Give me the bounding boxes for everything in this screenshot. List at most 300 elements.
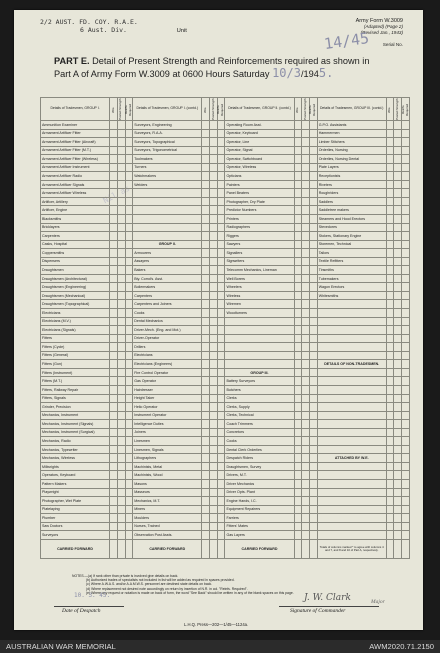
count-cell — [210, 138, 218, 147]
count-cell — [394, 163, 402, 172]
count-cell — [202, 334, 210, 343]
count-cell — [294, 197, 302, 206]
count-cell — [125, 411, 133, 420]
table-row — [41, 488, 410, 497]
trade-cell: Radiographers — [225, 223, 294, 232]
count-cell — [217, 138, 225, 147]
trade-cell: Mechanics, Wireless — [41, 454, 110, 463]
count-cell — [210, 505, 218, 514]
count-cell — [394, 223, 402, 232]
trade-cell: Butchers — [225, 385, 294, 394]
col-group1-contd: Details of Tradesmen, GROUP I. (contd.) — [133, 98, 202, 121]
count-cell — [394, 488, 402, 497]
count-cell — [309, 163, 317, 172]
trade-cell: Wiremen — [225, 300, 294, 309]
count-cell — [309, 197, 317, 206]
trade-cell: Textile Refitters — [317, 257, 386, 266]
count-cell — [125, 351, 133, 360]
trade-cell: Fitters' Mates — [225, 522, 294, 531]
count-cell — [110, 462, 118, 471]
count-cell — [294, 471, 302, 480]
count-cell — [110, 522, 118, 531]
count-cell — [117, 163, 125, 172]
count-cell — [402, 385, 410, 394]
count-cell — [125, 445, 133, 454]
count-cell — [110, 197, 118, 206]
trade-cell: Moulders — [133, 514, 202, 523]
count-cell — [217, 428, 225, 437]
count-cell — [402, 351, 410, 360]
count-cell — [309, 232, 317, 241]
trade-cell: Armament Artificer Fitter — [41, 129, 110, 138]
table-row — [41, 411, 410, 420]
count-cell — [302, 138, 310, 147]
count-cell — [125, 462, 133, 471]
count-cell — [217, 232, 225, 241]
count-cell — [117, 351, 125, 360]
count-cell — [110, 377, 118, 386]
table-row — [41, 377, 410, 386]
count-cell — [294, 514, 302, 523]
count-cell — [125, 257, 133, 266]
count-cell — [294, 394, 302, 403]
count-cell — [402, 326, 410, 335]
table-row — [41, 146, 410, 155]
count-cell — [302, 274, 310, 283]
trade-cell: Receptionists — [317, 172, 386, 181]
count-cell — [294, 360, 302, 369]
count-cell — [402, 155, 410, 164]
count-cell — [302, 291, 310, 300]
count-cell — [125, 403, 133, 412]
count-cell — [309, 283, 317, 292]
table-row — [41, 368, 410, 377]
count-cell — [202, 309, 210, 318]
count-cell — [386, 522, 394, 531]
count-cell — [394, 283, 402, 292]
table-row — [41, 163, 410, 172]
count-cell — [210, 223, 218, 232]
count-cell — [217, 155, 225, 164]
trade-cell — [317, 497, 386, 506]
table-row — [41, 428, 410, 437]
count-cell — [117, 488, 125, 497]
count-cell — [386, 155, 394, 164]
trade-cell: Operators, Keyboard — [41, 471, 110, 480]
count-cell — [294, 180, 302, 189]
count-cell — [386, 334, 394, 343]
table-row — [41, 437, 410, 446]
trade-cell: Operator, Wireless — [225, 163, 294, 172]
trade-cell: Millwrights — [41, 462, 110, 471]
trade-cell: Operating Room Asst. — [225, 121, 294, 130]
count-cell — [302, 343, 310, 352]
count-cell — [210, 479, 218, 488]
trade-cell: Cooks — [133, 309, 202, 318]
count-cell — [110, 531, 118, 540]
trade-cell — [317, 411, 386, 420]
count-cell — [202, 403, 210, 412]
count-cell — [386, 385, 394, 394]
count-cell — [110, 411, 118, 420]
trade-cell: Assayers — [133, 257, 202, 266]
trade-cell — [133, 206, 202, 215]
table-row — [41, 445, 410, 454]
trade-cell: Clerks, Technical — [225, 411, 294, 420]
count-cell — [117, 240, 125, 249]
trade-cell — [133, 232, 202, 241]
count-cell — [202, 385, 210, 394]
trade-cell — [317, 385, 386, 394]
count-cell — [117, 326, 125, 335]
col-group2-contd: Details of Tradesmen, GROUP II. (contd.) — [225, 98, 294, 121]
count-cell — [309, 343, 317, 352]
table-row — [41, 291, 410, 300]
count-cell — [309, 360, 317, 369]
count-cell — [210, 189, 218, 198]
table-row — [41, 223, 410, 232]
count-cell — [309, 368, 317, 377]
count-cell — [402, 445, 410, 454]
trade-cell: Driver Opts. Plant — [225, 488, 294, 497]
count-cell — [309, 394, 317, 403]
trade-cell: Surveyors, R.A.A. — [133, 129, 202, 138]
count-cell — [386, 531, 394, 540]
count-cell — [202, 121, 210, 130]
count-cell — [394, 377, 402, 386]
trade-cell: Artificer, Artillery — [41, 197, 110, 206]
trade-cell: Machinists, Wood — [133, 471, 202, 480]
count-cell — [394, 172, 402, 181]
trade-cell — [317, 514, 386, 523]
count-cell — [294, 420, 302, 429]
trade-cell: Driver Mechanics — [225, 479, 294, 488]
table-row — [41, 215, 410, 224]
trade-cell: Fitters — [41, 334, 110, 343]
trade-cell: Farriers — [225, 514, 294, 523]
trade-cell: Driver-Mech. (Eng. and Mot.) — [133, 326, 202, 335]
count-cell — [202, 129, 210, 138]
count-cell — [394, 138, 402, 147]
count-cell — [302, 411, 310, 420]
count-cell — [210, 206, 218, 215]
count-cell — [117, 479, 125, 488]
count-cell — [210, 274, 218, 283]
count-cell — [386, 146, 394, 155]
count-cell — [386, 249, 394, 258]
trade-cell: Well Borers — [225, 274, 294, 283]
count-cell — [302, 129, 310, 138]
count-cell — [302, 155, 310, 164]
trade-cell: Photographer, Wet Plate — [41, 497, 110, 506]
trade-cell: Bricklayers — [41, 223, 110, 232]
count-cell — [110, 206, 118, 215]
count-cell — [217, 351, 225, 360]
count-cell — [217, 180, 225, 189]
count-cell — [202, 163, 210, 172]
trade-cell: Draughtsmen (Engineering) — [41, 283, 110, 292]
count-cell — [210, 300, 218, 309]
trade-cell: Saddletree makers — [317, 206, 386, 215]
count-cell — [217, 488, 225, 497]
count-cell — [210, 180, 218, 189]
trade-cell: Masseurs — [133, 488, 202, 497]
count-cell — [125, 454, 133, 463]
count-cell — [386, 351, 394, 360]
trade-cell: Mechanics, Typewriter — [41, 445, 110, 454]
count-cell — [402, 309, 410, 318]
count-cell — [210, 249, 218, 258]
count-cell — [117, 155, 125, 164]
count-cell — [125, 385, 133, 394]
count-cell — [125, 300, 133, 309]
count-cell — [217, 420, 225, 429]
count-cell — [202, 274, 210, 283]
trade-cell: Wagon Erectors — [317, 283, 386, 292]
count-cell — [294, 522, 302, 531]
trade-cell: Observation Post Assts. — [133, 531, 202, 540]
count-cell — [110, 437, 118, 446]
commander-rank: Major — [371, 599, 385, 605]
trade-cell: Welders — [133, 180, 202, 189]
count-cell — [217, 531, 225, 540]
count-cell — [110, 428, 118, 437]
count-cell — [110, 223, 118, 232]
count-cell — [386, 411, 394, 420]
trade-cell: Draughtsmen — [41, 266, 110, 275]
count-cell — [217, 163, 225, 172]
division-handwritten: 6 Aust. Div. Unit — [80, 26, 187, 34]
table-row — [41, 351, 410, 360]
count-cell — [302, 497, 310, 506]
count-cell — [117, 385, 125, 394]
title-date-handwritten: 10/3 — [272, 65, 301, 80]
count-cell — [302, 514, 310, 523]
trade-cell: Fitters (M.T.) — [41, 377, 110, 386]
trade-cell: Opticians — [225, 172, 294, 181]
count-cell — [110, 326, 118, 335]
count-cell — [110, 309, 118, 318]
count-cell — [302, 479, 310, 488]
trade-cell: Fitters, Signals — [41, 394, 110, 403]
trade-cell: Height Taker — [133, 394, 202, 403]
unit-field — [40, 18, 187, 34]
count-cell — [110, 129, 118, 138]
count-cell — [125, 334, 133, 343]
count-cell — [402, 479, 410, 488]
count-cell — [294, 240, 302, 249]
count-cell — [402, 377, 410, 386]
trade-cell: Armourers — [133, 249, 202, 258]
count-cell — [394, 240, 402, 249]
count-cell — [202, 197, 210, 206]
count-cell — [394, 155, 402, 164]
trade-cell — [317, 334, 386, 343]
trade-cell — [317, 471, 386, 480]
count-cell — [309, 403, 317, 412]
count-cell — [394, 300, 402, 309]
trade-cell — [317, 462, 386, 471]
count-cell — [202, 326, 210, 335]
count-cell — [386, 215, 394, 224]
count-cell — [110, 146, 118, 155]
count-cell — [210, 351, 218, 360]
count-cell — [110, 454, 118, 463]
count-cell — [210, 360, 218, 369]
table-row — [41, 471, 410, 480]
count-cell — [394, 360, 402, 369]
strength-table — [40, 97, 410, 559]
count-cell — [402, 197, 410, 206]
count-cell — [394, 368, 402, 377]
count-cell — [402, 360, 410, 369]
count-cell — [402, 189, 410, 198]
count-cell — [386, 462, 394, 471]
count-cell — [110, 121, 118, 130]
table-row — [41, 121, 410, 130]
trade-cell: Plate Layers — [317, 163, 386, 172]
count-cell — [125, 394, 133, 403]
count-cell — [294, 172, 302, 181]
trade-cell: Pattern Makers — [41, 479, 110, 488]
count-cell — [117, 309, 125, 318]
count-cell — [302, 257, 310, 266]
table-row — [41, 385, 410, 394]
table-row — [41, 522, 410, 531]
count-cell — [309, 522, 317, 531]
count-cell — [202, 283, 210, 292]
count-cell — [202, 368, 210, 377]
trade-cell: Stokers, Stationary Engine — [317, 232, 386, 241]
unit-handwritten: 2/2 AUST. FD. COY. R.A.E. — [40, 18, 138, 26]
table-row — [41, 505, 410, 514]
count-cell — [294, 403, 302, 412]
count-cell — [210, 522, 218, 531]
trade-cell — [317, 351, 386, 360]
count-cell — [394, 420, 402, 429]
trade-cell — [133, 197, 202, 206]
trade-cell: Platelaying — [41, 505, 110, 514]
trade-cell: Concretors — [225, 428, 294, 437]
count-cell — [210, 240, 218, 249]
count-cell — [402, 249, 410, 258]
commander-signature: J. W. Clark — [304, 593, 351, 603]
count-cell — [294, 283, 302, 292]
count-cell — [402, 172, 410, 181]
form-adapted: (Adapted) (Page 2) — [363, 24, 403, 29]
table-row — [41, 317, 410, 326]
count-cell — [386, 368, 394, 377]
count-cell — [110, 488, 118, 497]
count-cell — [394, 215, 402, 224]
count-cell — [309, 445, 317, 454]
trade-cell: Painters — [225, 180, 294, 189]
count-cell — [386, 403, 394, 412]
table-row — [41, 334, 410, 343]
count-cell — [202, 420, 210, 429]
count-cell — [110, 172, 118, 181]
count-cell — [394, 317, 402, 326]
count-cell — [117, 454, 125, 463]
count-cell — [386, 180, 394, 189]
trade-cell: ATTACHED BY W.E. — [317, 454, 386, 463]
trade-cell: Boilermakers — [133, 283, 202, 292]
count-cell — [210, 377, 218, 386]
count-cell — [394, 343, 402, 352]
count-cell — [210, 531, 218, 540]
count-cell — [202, 240, 210, 249]
count-cell — [125, 274, 133, 283]
count-cell — [202, 428, 210, 437]
trade-cell: Bty. Comd's. Asst. — [133, 274, 202, 283]
trade-cell: Carpenters — [41, 232, 110, 241]
count-cell — [309, 274, 317, 283]
count-cell — [210, 428, 218, 437]
count-cell — [117, 437, 125, 446]
count-cell — [125, 240, 133, 249]
archive-id: AWM2020.71.2150 — [369, 642, 434, 651]
count-cell — [217, 360, 225, 369]
count-cell — [202, 138, 210, 147]
count-cell — [110, 497, 118, 506]
count-cell — [210, 129, 218, 138]
trade-cell: Mechanics, M.T. — [133, 497, 202, 506]
count-cell — [210, 121, 218, 130]
count-cell — [302, 309, 310, 318]
count-cell — [117, 505, 125, 514]
trade-cell: Printers — [225, 215, 294, 224]
count-cell — [294, 266, 302, 275]
trade-cell: DETAILS OF NON-TRADESMEN. — [317, 360, 386, 369]
count-cell — [309, 437, 317, 446]
count-cell — [210, 215, 218, 224]
table-row — [41, 531, 410, 540]
count-cell — [302, 505, 310, 514]
count-cell — [294, 437, 302, 446]
count-cell — [202, 479, 210, 488]
count-cell — [394, 531, 402, 540]
count-cell — [309, 121, 317, 130]
trade-cell: Wireless — [225, 291, 294, 300]
trade-cell — [317, 488, 386, 497]
table-row — [41, 394, 410, 403]
count-cell — [117, 428, 125, 437]
count-cell — [110, 163, 118, 172]
count-cell — [302, 488, 310, 497]
table-row — [41, 274, 410, 283]
trade-cell: Plumber — [41, 514, 110, 523]
count-cell — [217, 172, 225, 181]
count-cell — [394, 351, 402, 360]
count-cell — [386, 445, 394, 454]
table-row — [41, 138, 410, 147]
trade-cell: Sawyers — [225, 240, 294, 249]
faint-handwritten-annotation: Nil as — [101, 183, 132, 206]
trade-cell: Nurses, Trained — [133, 522, 202, 531]
count-cell — [309, 377, 317, 386]
count-cell — [386, 454, 394, 463]
count-cell — [125, 155, 133, 164]
count-cell — [402, 232, 410, 241]
count-cell — [202, 411, 210, 420]
count-cell — [202, 497, 210, 506]
table-row — [41, 172, 410, 181]
trade-cell: Armament Artificer Fitter (M.T.) — [41, 146, 110, 155]
count-cell — [394, 206, 402, 215]
count-cell — [394, 232, 402, 241]
count-cell — [402, 522, 410, 531]
trade-cell — [317, 377, 386, 386]
